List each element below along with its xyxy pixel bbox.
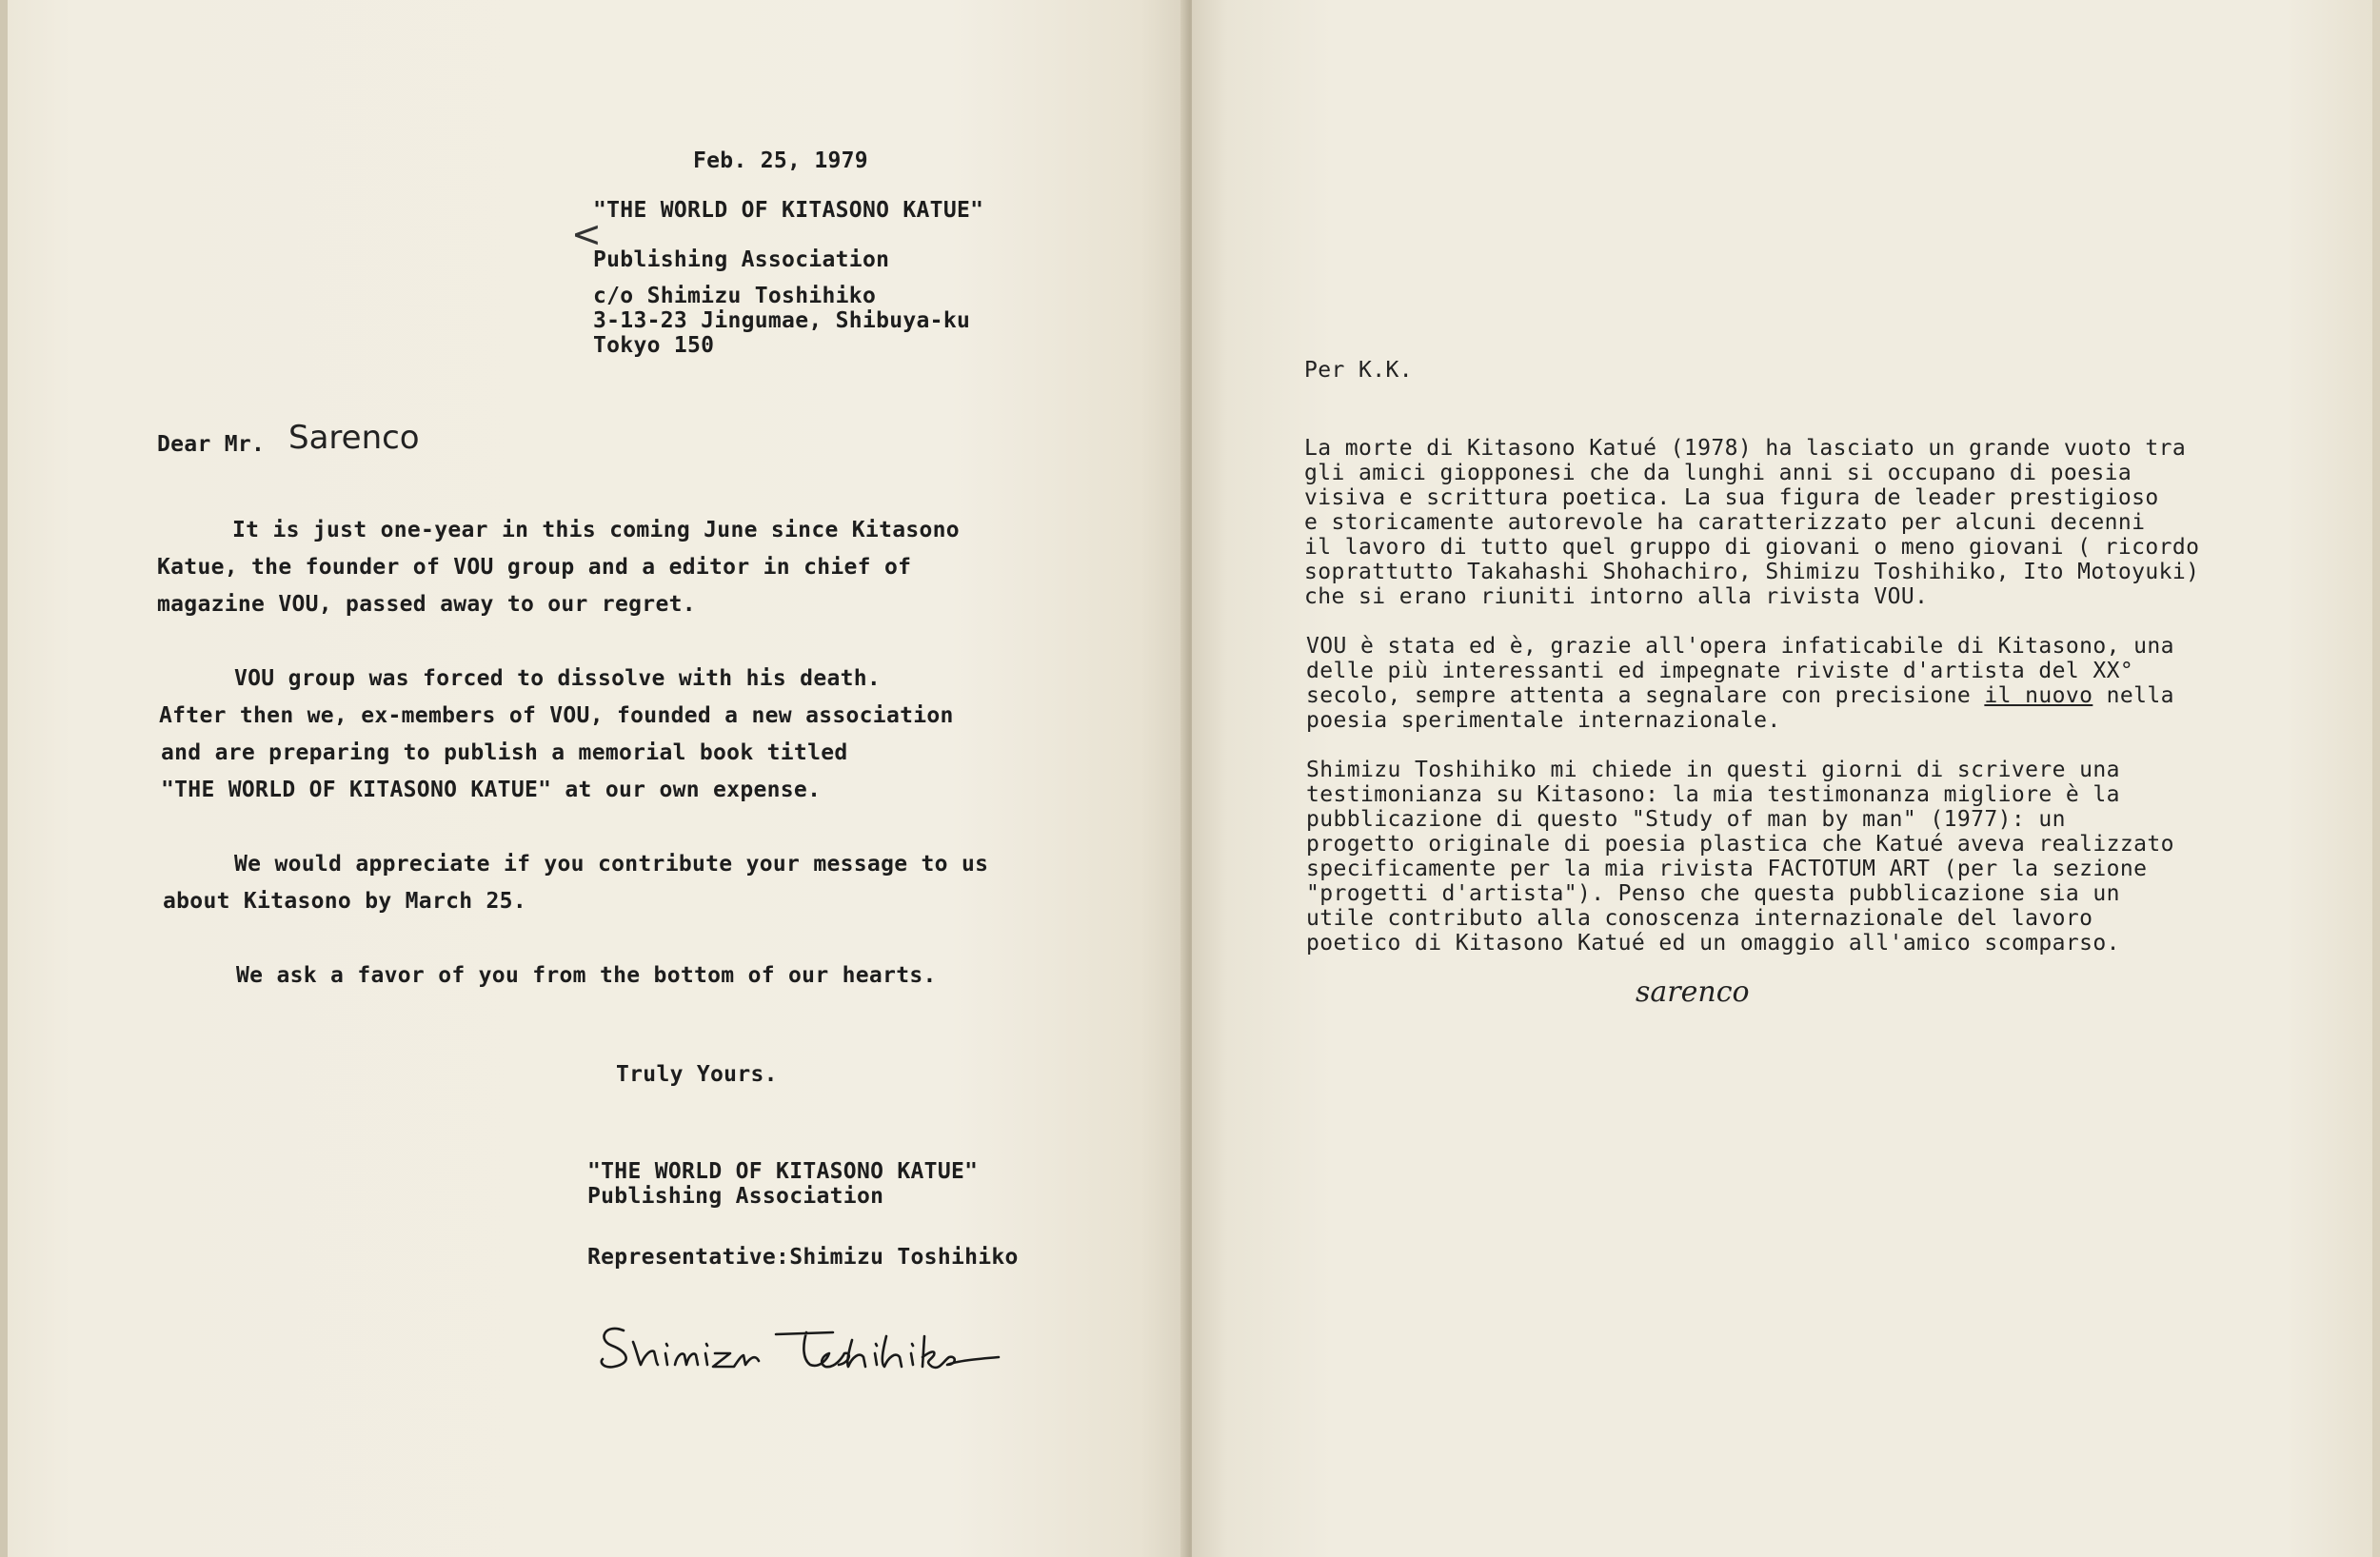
left-page (0, 0, 1188, 1557)
note-para1-line-7: che si erano riuniti intorno alla rivista VOU. (1304, 584, 1929, 609)
para1-line-3: magazine VOU, passed away to our regret. (157, 592, 696, 617)
sig-block-line-3: Representative:Shimizu Toshihiko (587, 1245, 1019, 1270)
note-para1-line-6: soprattutto Takahashi Shohachiro, Shimizu Toshihiko, Ito Motoyuki) (1304, 560, 2200, 584)
salutation-name-handwritten: Sarenco (288, 419, 420, 457)
address-line-5: Tokyo 150 (593, 333, 715, 358)
sig-block-line-2: Publishing Association (587, 1184, 884, 1209)
para2-line-4: "THE WORLD OF KITASONO KATUE" at our own expense. (161, 778, 822, 802)
address-line-2: Publishing Association (593, 247, 890, 272)
address-line-4: 3-13-23 Jingumae, Shibuya-ku (593, 308, 971, 333)
para2-line-2: After then we, ex-members of VOU, founded a new association (159, 703, 954, 728)
left-page-edge (0, 0, 8, 1557)
note-para2-line-3 (1306, 683, 2174, 708)
note-para3-line-3: pubblicazione di questo "Study of man by man" (1977): un (1306, 807, 2066, 832)
note-para1-line-5: il lavoro di tutto quel gruppo di giovani o meno giovani ( ricordo (1304, 535, 2200, 560)
para2-line-3: and are preparing to publish a memorial book titled (161, 740, 848, 765)
note-para3-line-1: Shimizu Toshihiko mi chiede in questi giorni di scrivere una (1306, 758, 2120, 782)
handwritten-signature (595, 1313, 1004, 1380)
note-para2-line-3-post: nella (2092, 683, 2174, 708)
note-para1-line-4: e storicamente autorevole ha caratterizzato per alcuni decenni (1304, 510, 2146, 535)
closing: Truly Yours. (616, 1062, 778, 1087)
note-signature-handwritten: sarenco (1636, 976, 1750, 1009)
note-para2-line-3-pre: secolo, sempre attenta a segnalare con precisione (1306, 683, 1985, 708)
sig-block-line-1: "THE WORLD OF KITASONO KATUE" (587, 1159, 979, 1184)
note-para3-line-8: poetico di Kitasono Katué ed un omaggio all'amico scomparso. (1306, 931, 2120, 956)
para1-line-2: Katue, the founder of VOU group and a editor in chief of (157, 555, 912, 580)
para3-line-2: about Kitasono by March 25. (163, 889, 526, 914)
right-page-edge (2372, 0, 2380, 1557)
note-para1-line-3: visiva e scrittura poetica. La sua figura de leader prestigioso (1304, 485, 2159, 510)
bracket-mark: < (571, 213, 602, 255)
note-para3-line-7: utile contributo alla conoscenza internazionale del lavoro (1306, 906, 2093, 931)
note-para2-line-4: poesia sperimentale internazionale. (1306, 708, 1781, 733)
note-para2-line-1: VOU è stata ed è, grazie all'opera infaticabile di Kitasono, una (1306, 634, 2174, 659)
address-line-3: c/o Shimizu Toshihiko (593, 284, 877, 308)
para2-line-1: VOU group was forced to dissolve with his death. (234, 666, 882, 691)
para3-line-1: We would appreciate if you contribute your message to us (234, 852, 989, 877)
note-para1-line-1: La morte di Kitasono Katué (1978) ha lasciato un grande vuoto tra (1304, 436, 2187, 461)
note-para3-line-2: testimonianza su Kitasono: la mia testimonanza migliore è la (1306, 782, 2120, 807)
note-para3-line-6: "progetti d'artista"). Penso che questa pubblicazione sia un (1306, 881, 2120, 906)
address-line-1: "THE WORLD OF KITASONO KATUE" (593, 198, 984, 223)
salutation: Dear Mr. (157, 432, 266, 457)
letter-date: Feb. 25, 1979 (693, 148, 868, 173)
para4: We ask a favor of you from the bottom of our hearts. (236, 963, 937, 988)
para1-line-1: It is just one-year in this coming June since Kitasono (232, 518, 960, 542)
right-page (1192, 0, 2380, 1557)
note-para1-line-2: gli amici giopponesi che da lunghi anni si occupano di poesia (1304, 461, 2132, 485)
note-para2-line-2: delle più interessanti ed impegnate riviste d'artista del XX° (1306, 659, 2134, 683)
note-heading: Per K.K. (1304, 358, 1413, 383)
underlined-il-nuovo: il nuovo (1984, 683, 2093, 708)
note-para3-line-5: specificamente per la mia rivista FACTOTUM ART (per la sezione (1306, 857, 2148, 881)
note-para3-line-4: progetto originale di poesia plastica che Katué aveva realizzato (1306, 832, 2174, 857)
